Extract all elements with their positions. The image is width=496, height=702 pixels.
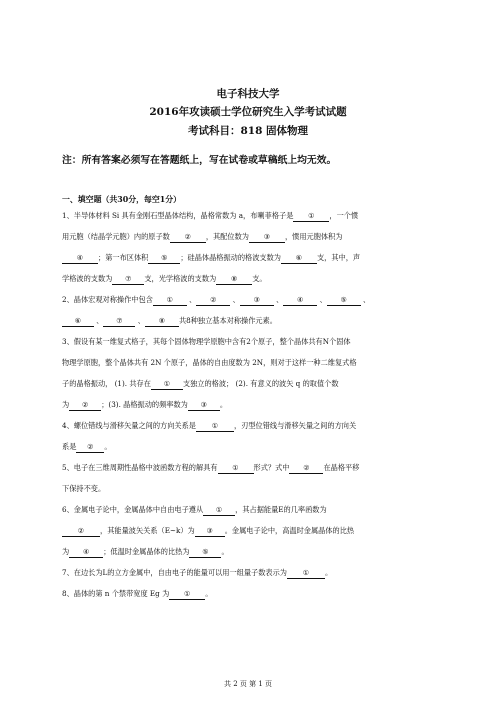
q2-blank-6: ⑥ (62, 316, 94, 327)
q3-text-4b: ；(3). 晶格振动的频率数为 (101, 400, 188, 409)
q1-blank-5: ⑤ (148, 253, 180, 264)
q8-text-1b: 。 (205, 589, 213, 598)
q1-line-4 (62, 273, 267, 285)
q6-text-3c: 。 (221, 547, 229, 556)
q8-blank-1: ① (169, 589, 205, 600)
q2-blank-4: ④ (283, 295, 317, 306)
q3-text-4c: 。 (219, 400, 228, 409)
q6-blank-4: ④ (69, 547, 103, 558)
q6-line-1 (62, 504, 327, 516)
q2-line-2: ⑥ 、 ⑦ 、 ⑧ 共8种独立基本对称操作元素。 (62, 315, 277, 327)
q1-line-2 (62, 231, 342, 243)
q5-text-1b: 形式？式中 (253, 463, 290, 472)
q4-blank-1: ① (196, 421, 234, 432)
q5-blank-1: ① (218, 463, 254, 474)
q4-blank-2: ② (76, 442, 104, 453)
q1-text-2c: ，惯用元胞体积为 (284, 232, 343, 241)
q5-text-1c: 在晶格平移 (323, 463, 360, 472)
q2-line-1: 2、晶体宏观对称操作中包含 ① 、 ② 、 ③ 、 ④ 、 ⑤ 、 (62, 295, 371, 304)
q6-blank-2: ② (62, 526, 100, 537)
q1-text-4a: 学格波的支数为 (62, 274, 113, 283)
q1-blank-3: ③ (249, 232, 285, 243)
section-title: 一、填空题（共30分，每空1分） (62, 195, 182, 204)
q2-text-2: 共8种独立基本对称操作元素。 (178, 316, 277, 325)
q1-text-4c: 支。 (252, 274, 267, 283)
q4-text-2b: 。 (104, 442, 112, 451)
q8-text-1a: 8、晶体的第 n 个禁带宽度 Eg 为 (62, 589, 170, 598)
q1-line-3 (62, 252, 360, 264)
q1-text-3a: ；第一布区体积 (98, 253, 149, 262)
q1-blank-6: ⑥ (281, 253, 317, 264)
exam-title: 2016年攻读硕士学位研究生入学考试试题 (149, 106, 347, 118)
q3-blank-1: ① (151, 379, 183, 390)
q2-blank-7: ⑦ (103, 316, 135, 327)
q7-blank-1: ① (287, 568, 325, 579)
q6-blank-1: ① (203, 505, 235, 516)
q1-blank-8: ⑧ (216, 274, 252, 285)
q6-text-1b: ，其占据能量E的几率函数为 (235, 505, 327, 514)
q6-blank-5: ⑤ (189, 547, 221, 558)
q2-blank-5: ⑤ (327, 295, 361, 306)
q1-text-1a: 1、半导体材料 Si 具有金刚石型晶体结构，晶格常数为 a，布喇菲格子是 (62, 211, 294, 220)
q5-blank-2: ② (289, 463, 323, 474)
q2-blank-8: ⑧ (145, 316, 179, 327)
q3-text-3a: 子的晶格振动， (1). 共存在 (62, 379, 151, 388)
q7-text-1b: 。 (324, 568, 333, 577)
q1-text-2a: 用元胞（结晶学元胞）内的原子数 (62, 232, 170, 241)
q6-blank-3: ③ (195, 526, 225, 537)
q5-text-1a: 5、电子在三维周期性晶格中波函数方程的解具有 (62, 463, 218, 472)
q1-text-1b: ，一个惯 (329, 211, 359, 220)
q4-text-1a: 4、螺位错线与滑移矢量之间的方向关系是 (62, 421, 196, 430)
q5-line-2: 下保持不变。 (62, 484, 106, 493)
q6-text-1a: 6、金属电子论中，金属晶体中自由电子遵从 (62, 505, 204, 514)
q6-line-2 (62, 525, 354, 537)
q1-text-3c: 支，其中，声 (316, 253, 361, 262)
q6-line-3 (62, 546, 229, 558)
q1-line-1 (62, 210, 358, 222)
q5-line-1 (62, 462, 359, 474)
instruction-note: 注：所有答案必须写在答题纸上，写在试卷或草稿纸上均无效。 (62, 155, 337, 166)
q1-text-2b: ，其配位数为 (205, 232, 249, 241)
q2-blank-2: ② (196, 295, 230, 306)
q3-text-4a: 为 (62, 400, 70, 409)
q1-text-4b: 支，光学格波的支数为 (144, 274, 217, 283)
q1-text-3b: ；硅晶体晶格振动的格波支数为 (180, 253, 281, 262)
q1-blank-4: ④ (62, 253, 98, 264)
q4-line-2 (62, 441, 112, 453)
q1-blank-2: ② (170, 232, 206, 243)
q2-blank-3: ③ (240, 295, 274, 306)
q3-text-3b: 支独立的格波； (2). 有意义的波矢 q 的取值个数 (182, 379, 339, 388)
q2-blank-1: ① (153, 295, 187, 306)
q6-text-2b: 。金属电子论中，高温时金属晶体的比热 (224, 526, 355, 535)
exam-subject: 考试科目：818 固体物理 (187, 125, 309, 137)
q1-blank-1: ① (293, 211, 329, 222)
q3-line-2: 物理学原胞，整个晶体共有 2N 个原子，晶体的自由度数为 2N，则对于这样一种二维复式格 (62, 358, 357, 367)
q3-blank-3: ③ (188, 400, 220, 411)
q4-text-2a: 系是 (62, 442, 77, 451)
q1-blank-7: ⑦ (112, 274, 144, 285)
q8-line-1 (62, 588, 212, 600)
q3-line-1: 3、假设有某一维复式格子，其每个固体物理学原胞中含有2个原子，整个晶体共有N个固体 (62, 337, 351, 346)
university-title: 电子科技大学 (216, 88, 280, 100)
q6-text-3a: 为 (62, 547, 70, 556)
q3-line-4 (62, 399, 227, 411)
page-footer: 共 2 页 第 1 页 (223, 680, 273, 688)
q4-text-1b: ，刃型位错线与滑移矢量之间的方向关 (233, 421, 357, 430)
q4-line-1 (62, 420, 356, 432)
q6-text-3b: ；低温时金属晶体的比热为 (103, 547, 190, 556)
q7-text-1a: 7、在边长为L的立方金属中，自由电子的能量可以用一组量子数表示为 (62, 568, 287, 577)
q6-text-2a: ，其能量波矢关系（E~k）为 (100, 526, 195, 535)
q3-line-3 (62, 378, 339, 390)
q2-text-1a: 2、晶体宏观对称操作中包含 (62, 295, 153, 304)
q3-blank-2: ② (69, 400, 101, 411)
q7-line-1 (62, 567, 332, 579)
